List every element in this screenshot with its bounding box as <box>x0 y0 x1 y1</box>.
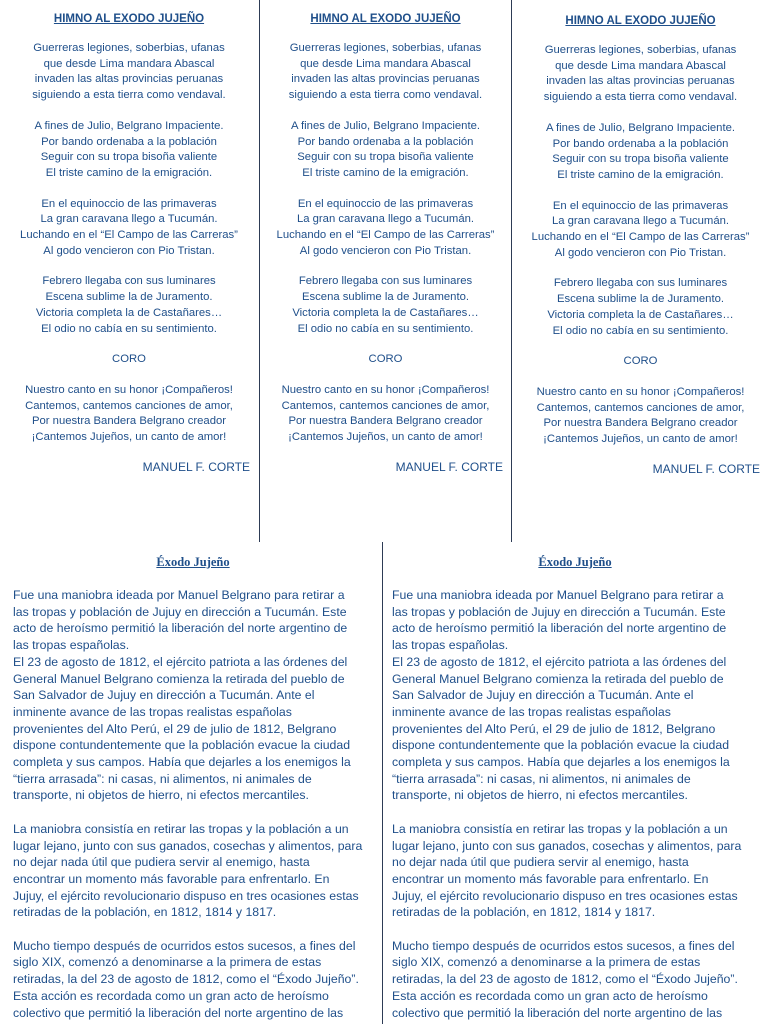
stanza-1 <box>0 41 258 104</box>
text-line: La maniobra consistía en retirar las tropas y la población a un <box>392 821 728 836</box>
column-divider <box>511 0 512 542</box>
text-line: Jujuy, el ejército revolucionario dispuso en tres ocasiones estas <box>13 888 359 903</box>
text-line: provenientes del Alto Perú, el 29 de julio de 1812, Belgrano <box>392 721 716 736</box>
verse-line: A fines de Julio, Belgrano Impaciente. <box>290 119 481 132</box>
hymn-author: MANUEL F. CORTE <box>395 459 503 474</box>
text-line: San Salvador de Jujuy en dirección a Tucumán. Ante el <box>392 688 694 703</box>
text-line: “tierra arrasada”: ni casas, ni alimentos, ni animales de <box>392 771 691 786</box>
essay-title: Éxodo Jujeño <box>156 555 230 569</box>
stanza-3 <box>513 199 768 262</box>
verse-line: Escena sublime la de Juramento. <box>556 293 725 306</box>
text-line: El 23 de agosto de 1812, el ejército patriota a las órdenes del <box>392 654 727 669</box>
verse-line: El odio no cabía en su sentimiento. <box>297 322 474 335</box>
verse-line: siguiendo a esta tierra como vendaval. <box>288 89 483 102</box>
verse-line: El triste camino de la emigración. <box>557 168 724 181</box>
verse-line: Por bando ordenaba a la población <box>297 135 474 148</box>
coro-label: CORO <box>623 355 658 368</box>
text-line: General Manuel Belgrano comienza la retirada del pueblo de <box>392 671 724 686</box>
hymn-column-1 <box>0 0 258 542</box>
text-line: Jujuy, el ejército revolucionario dispuso en tres ocasiones estas <box>392 888 738 903</box>
text-line: General Manuel Belgrano comienza la retirada del pueblo de <box>13 671 345 686</box>
verse-line: siguiendo a esta tierra como vendaval. <box>32 89 226 102</box>
text-line: completa y sus campos. Había que dejarles a los enemigos la <box>392 755 730 770</box>
stanza-1 <box>513 43 768 106</box>
text-line: las tropas y población de Jujuy en dirección a Tucumán. Este <box>392 604 726 619</box>
verse-line: Febrero llegaba con sus luminares <box>553 277 728 290</box>
verse-line: Cantemos, cantemos canciones de amor, <box>25 399 233 412</box>
text-line: La maniobra consistía en retirar las tropas y la población a un <box>13 821 349 836</box>
verse-line: ¡Cantemos Jujeños, un canto de amor! <box>31 431 227 444</box>
verse-line: En el equinoccio de las primaveras <box>552 199 729 212</box>
column-divider <box>382 542 383 1024</box>
verse-line: Al godo vencieron con Pio Tristan. <box>43 244 215 257</box>
verse-line: Luchando en el “El Campo de las Carreras” <box>531 231 750 244</box>
coro-stanza <box>260 383 511 446</box>
verse-line: Por bando ordenaba a la población <box>552 137 729 150</box>
verse-line: ¡Cantemos Jujeños, un canto de amor! <box>543 433 738 446</box>
hymn-title: HIMNO AL EXODO JUJEÑO <box>565 15 716 27</box>
verse-line: invaden las altas provincias peruanas <box>546 75 735 88</box>
verse-line: invaden las altas provincias peruanas <box>291 73 480 86</box>
text-line: retiradas, la del 23 de agosto de 1812, como el “Éxodo Jujeño”. <box>13 972 359 987</box>
text-line: Esta acción es recordada como un gran acto de heroísmo <box>392 988 708 1003</box>
verse-line: La gran caravana llego a Tucumán. <box>551 215 730 228</box>
text-line: Esta acción es recordada como un gran acto de heroísmo <box>13 988 329 1003</box>
text-line: acto de heroísmo permitió la liberación del norte argentino de <box>13 621 348 636</box>
text-line: Mucho tiempo después de ocurridos estos sucesos, a fines del <box>392 938 735 953</box>
verse-line: que desde Lima mandara Abascal <box>43 57 215 70</box>
text-line: no dejar nada útil que pudiera servir al enemigo, hasta <box>13 855 310 870</box>
verse-line: Por nuestra Bandera Belgrano creador <box>543 417 738 430</box>
text-line: lugar lejano, junto con sus ganados, cosechas y alimentos, para <box>392 838 742 853</box>
text-line: completa y sus campos. Había que dejarles a los enemigos la <box>13 755 351 770</box>
text-line: siglo XIX, comenzó a denominarse a la primera de estas <box>392 955 701 970</box>
coro-label: CORO <box>368 353 403 366</box>
text-line: dispone contundentemente que la población evacue la ciudad <box>13 738 351 753</box>
text-line: inminente avance de las tropas realistas españolas <box>13 704 292 719</box>
text-line: colectivo que permitió la liberación del norte argentino de las <box>13 1005 344 1020</box>
stanza-2 <box>0 119 258 182</box>
verse-line: El odio no cabía en su sentimiento. <box>41 322 217 335</box>
text-line: El 23 de agosto de 1812, el ejército patriota a las órdenes del <box>13 654 348 669</box>
stanza-2 <box>513 121 768 184</box>
text-line: las tropas y población de Jujuy en dirección a Tucumán. Este <box>13 604 347 619</box>
verse-line: Nuestro canto en su honor ¡Compañeros! <box>536 385 745 398</box>
stanza-3 <box>0 197 258 260</box>
essay-paragraph-3 <box>13 821 373 921</box>
text-line: las tropas españolas. <box>13 638 130 653</box>
text-line: Fue una maniobra ideada por Manuel Belgrano para retirar a <box>13 588 345 602</box>
verse-line: Guerreras legiones, soberbias, ufanas <box>289 42 482 54</box>
verse-line: invaden las altas provincias peruanas <box>34 73 224 86</box>
hymn-column-3 <box>513 2 768 544</box>
verse-line: Luchando en el “El Campo de las Carreras” <box>276 229 495 242</box>
text-line: retiradas, la del 23 de agosto de 1812, como el “Éxodo Jujeño”. <box>392 972 738 987</box>
verse-line: Por nuestra Bandera Belgrano creador <box>288 415 483 428</box>
text-line: encontrar un momento más favorable para enfrentarlo. En <box>13 871 330 886</box>
coro-stanza <box>0 383 258 446</box>
hymn-column-2 <box>260 0 511 542</box>
stanza-4 <box>0 274 258 337</box>
hymn-author: MANUEL F. CORTE <box>652 461 760 476</box>
text-line: encontrar un momento más favorable para enfrentarlo. En <box>392 871 709 886</box>
text-line: inminente avance de las tropas realistas españolas <box>392 704 671 719</box>
essay-column-2 <box>392 542 758 1024</box>
essay-paragraph-1 <box>392 587 758 654</box>
essay-paragraph-4 <box>13 938 373 1022</box>
text-line: provenientes del Alto Perú, el 29 de julio de 1812, Belgrano <box>13 721 337 736</box>
text-line: San Salvador de Jujuy en dirección a Tucumán. Ante el <box>13 688 315 703</box>
verse-line: ¡Cantemos Jujeños, un canto de amor! <box>288 431 483 444</box>
hymn-title: HIMNO AL EXODO JUJEÑO <box>310 13 461 25</box>
verse-line: Seguir con su tropa bisoña valiente <box>552 153 729 166</box>
verse-line: Cantemos, cantemos canciones de amor, <box>536 401 745 414</box>
stanza-4 <box>260 274 511 337</box>
text-line: colectivo que permitió la liberación del norte argentino de las <box>392 1005 723 1020</box>
verse-line: Al godo vencieron con Pio Tristan. <box>554 246 727 259</box>
essay-title: Éxodo Jujeño <box>538 555 612 569</box>
stanza-2 <box>260 119 511 182</box>
verse-line: Por nuestra Bandera Belgrano creador <box>31 415 227 428</box>
text-line: siglo XIX, comenzó a denominarse a la primera de estas <box>13 955 322 970</box>
verse-line: Al godo vencieron con Pio Tristan. <box>299 244 472 257</box>
verse-line: que desde Lima mandara Abascal <box>555 59 726 72</box>
stanza-3 <box>260 197 511 260</box>
verse-line: Escena sublime la de Juramento. <box>301 291 470 304</box>
verse-line: Luchando en el “El Campo de las Carreras” <box>20 229 238 242</box>
stanza-4 <box>513 276 768 339</box>
text-line: acto de heroísmo permitió la liberación del norte argentino de <box>392 621 727 636</box>
text-line: lugar lejano, junto con sus ganados, cosechas y alimentos, para <box>13 838 363 853</box>
verse-line: Seguir con su tropa bisoña valiente <box>297 151 474 164</box>
verse-line: En el equinoccio de las primaveras <box>41 197 217 210</box>
verse-line: Escena sublime la de Juramento. <box>45 291 213 304</box>
verse-line: Guerreras legiones, soberbias, ufanas <box>33 42 225 54</box>
verse-line: Victoria completa la de Castañares… <box>35 306 223 319</box>
essay-paragraph-4 <box>392 938 758 1022</box>
verse-line: Febrero llegaba con sus luminares <box>42 275 216 288</box>
verse-line: El odio no cabía en su sentimiento. <box>552 324 729 337</box>
essay-column-1 <box>13 542 373 1024</box>
verse-line: Cantemos, cantemos canciones de amor, <box>281 399 490 412</box>
hymn-author: MANUEL F. CORTE <box>142 459 250 474</box>
verse-line: Por bando ordenaba a la población <box>41 135 217 148</box>
verse-line: A fines de Julio, Belgrano Impaciente. <box>545 121 736 134</box>
text-line: transporte, ni objetos de hierro, ni efectos mercantiles. <box>392 788 688 803</box>
text-line: no dejar nada útil que pudiera servir al enemigo, hasta <box>392 855 689 870</box>
verse-line: El triste camino de la emigración. <box>302 166 469 179</box>
coro-stanza <box>513 385 768 448</box>
hymn-title: HIMNO AL EXODO JUJEÑO <box>53 13 205 25</box>
verse-line: Victoria completa la de Castañares… <box>547 308 734 321</box>
stanza-1 <box>260 41 511 104</box>
coro-label: CORO <box>112 353 146 366</box>
text-line: dispone contundentemente que la población evacue la ciudad <box>392 738 730 753</box>
essay-paragraph-2 <box>392 654 758 804</box>
verse-line: La gran caravana llego a Tucumán. <box>40 213 218 226</box>
verse-line: siguiendo a esta tierra como vendaval. <box>543 91 738 104</box>
essay-paragraph-2 <box>13 654 373 804</box>
essay-paragraph-3 <box>392 821 758 921</box>
verse-line: Seguir con su tropa bisoña valiente <box>40 151 218 164</box>
essay-paragraph-1 <box>13 587 373 654</box>
verse-line: A fines de Julio, Belgrano Impaciente. <box>34 119 224 132</box>
text-line: Fue una maniobra ideada por Manuel Belgrano para retirar a <box>392 588 724 602</box>
verse-line: Nuestro canto en su honor ¡Compañeros! <box>281 383 490 396</box>
text-line: retiradas de la población, en 1812, 1814 y 1817. <box>392 905 656 920</box>
verse-line: Victoria completa la de Castañares… <box>292 306 479 319</box>
verse-line: que desde Lima mandara Abascal <box>300 57 471 70</box>
verse-line: Nuestro canto en su honor ¡Compañeros! <box>25 383 233 396</box>
verse-line: La gran caravana llego a Tucumán. <box>296 213 475 226</box>
verse-line: El triste camino de la emigración. <box>45 166 213 179</box>
text-line: las tropas españolas. <box>392 638 509 653</box>
text-line: “tierra arrasada”: ni casas, ni alimentos, ni animales de <box>13 771 312 786</box>
verse-line: Febrero llegaba con sus luminares <box>298 275 473 288</box>
text-line: Mucho tiempo después de ocurridos estos sucesos, a fines del <box>13 938 356 953</box>
text-line: retiradas de la población, en 1812, 1814 y 1817. <box>13 905 277 920</box>
text-line: transporte, ni objetos de hierro, ni efectos mercantiles. <box>13 788 309 803</box>
verse-line: Guerreras legiones, soberbias, ufanas <box>544 44 737 56</box>
verse-line: En el equinoccio de las primaveras <box>297 197 474 210</box>
